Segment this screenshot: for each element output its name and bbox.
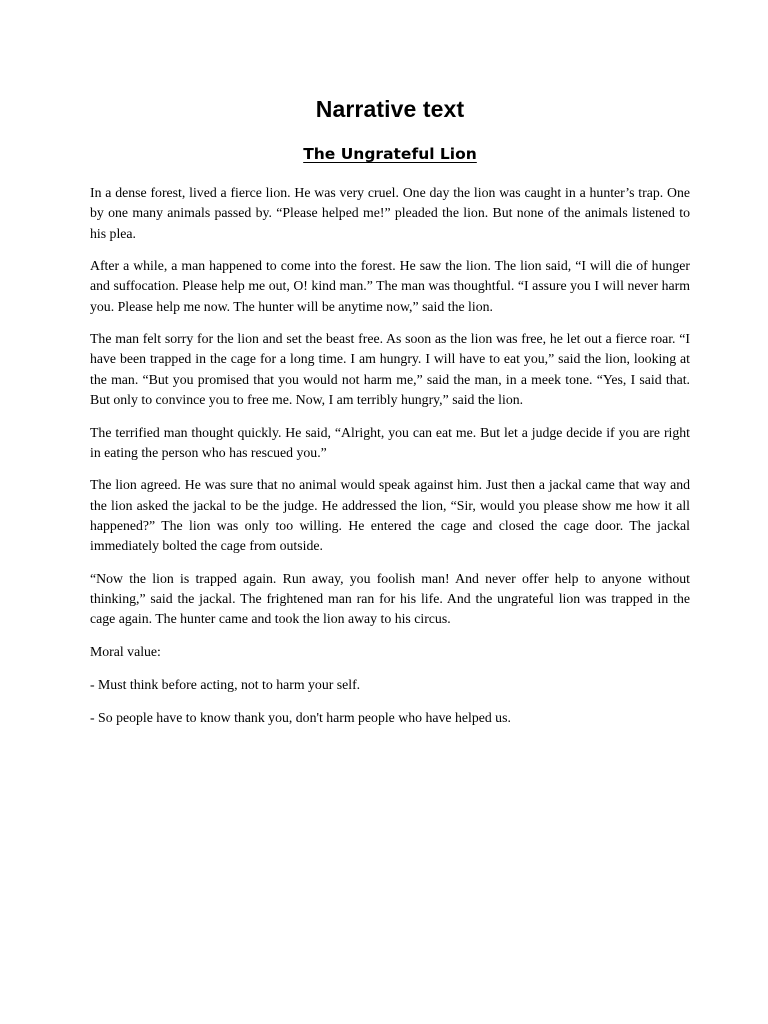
page-title: Narrative text [315,96,465,122]
paragraph: In a dense forest, lived a fierce lion. He was very cruel. One day the lion was caught in a hunter’s trap. One by one many animals passed by. “Please helped me!” pleaded the lion. But none of the animals listened to his plea. [90,185,690,241]
paragraph: After a while, a man happened to come into the forest. He saw the lion. The lion said, “I will die of hunger and suffocation. Please help me out, O! kind man.” The man was thoughtful. “I assure you I will never harm you. Please help me now. The hunter will be anytime now,” said the lion. [90,258,690,314]
moral-item: - Must think before acting, not to harm your self. [90,676,361,692]
paragraph: The man felt sorry for the lion and set the beast free. As soon as the lion was free, he let out a fierce roar. “I have been trapped in the cage for a long time. I am hungry. I will have to eat you,” said the lion, looking at the man. “But you promised that you would not harm me,” said the man, in a meek tone. “Yes, I said that. But only to convince you to free me. Now, I am terribly hungry,” said the lion. [90,331,690,408]
moral-item: - So people have to know thank you, don't harm people who have helped us. [90,709,511,725]
paragraph: The lion agreed. He was sure that no animal would speak against him. Just then a jackal came that way and the lion asked the jackal to be the judge. He addressed the lion, “Sir, would you please show me how it all happened?” The lion was only too willing. He entered the cage and closed the cage door. The jackal immediately bolted the cage from outside. [90,477,690,554]
paragraph: “Now the lion is trapped again. Run away, you foolish man! And never offer help to anyone without thinking,” said the jackal. The frightened man ran for his life. And the ungrateful lion was trapped in the cage again. The hunter came and took the lion away to his circus. [90,570,690,627]
paragraph: The terrified man thought quickly. He said, “Alright, you can eat me. But let a judge decide if you are right in eating the person who has rescued you.” [90,424,690,460]
moral-label: Moral value: [90,643,161,659]
story-title-text: The Ungrateful Lion [303,145,477,163]
story-body [90,183,690,728]
story-title [90,144,690,164]
